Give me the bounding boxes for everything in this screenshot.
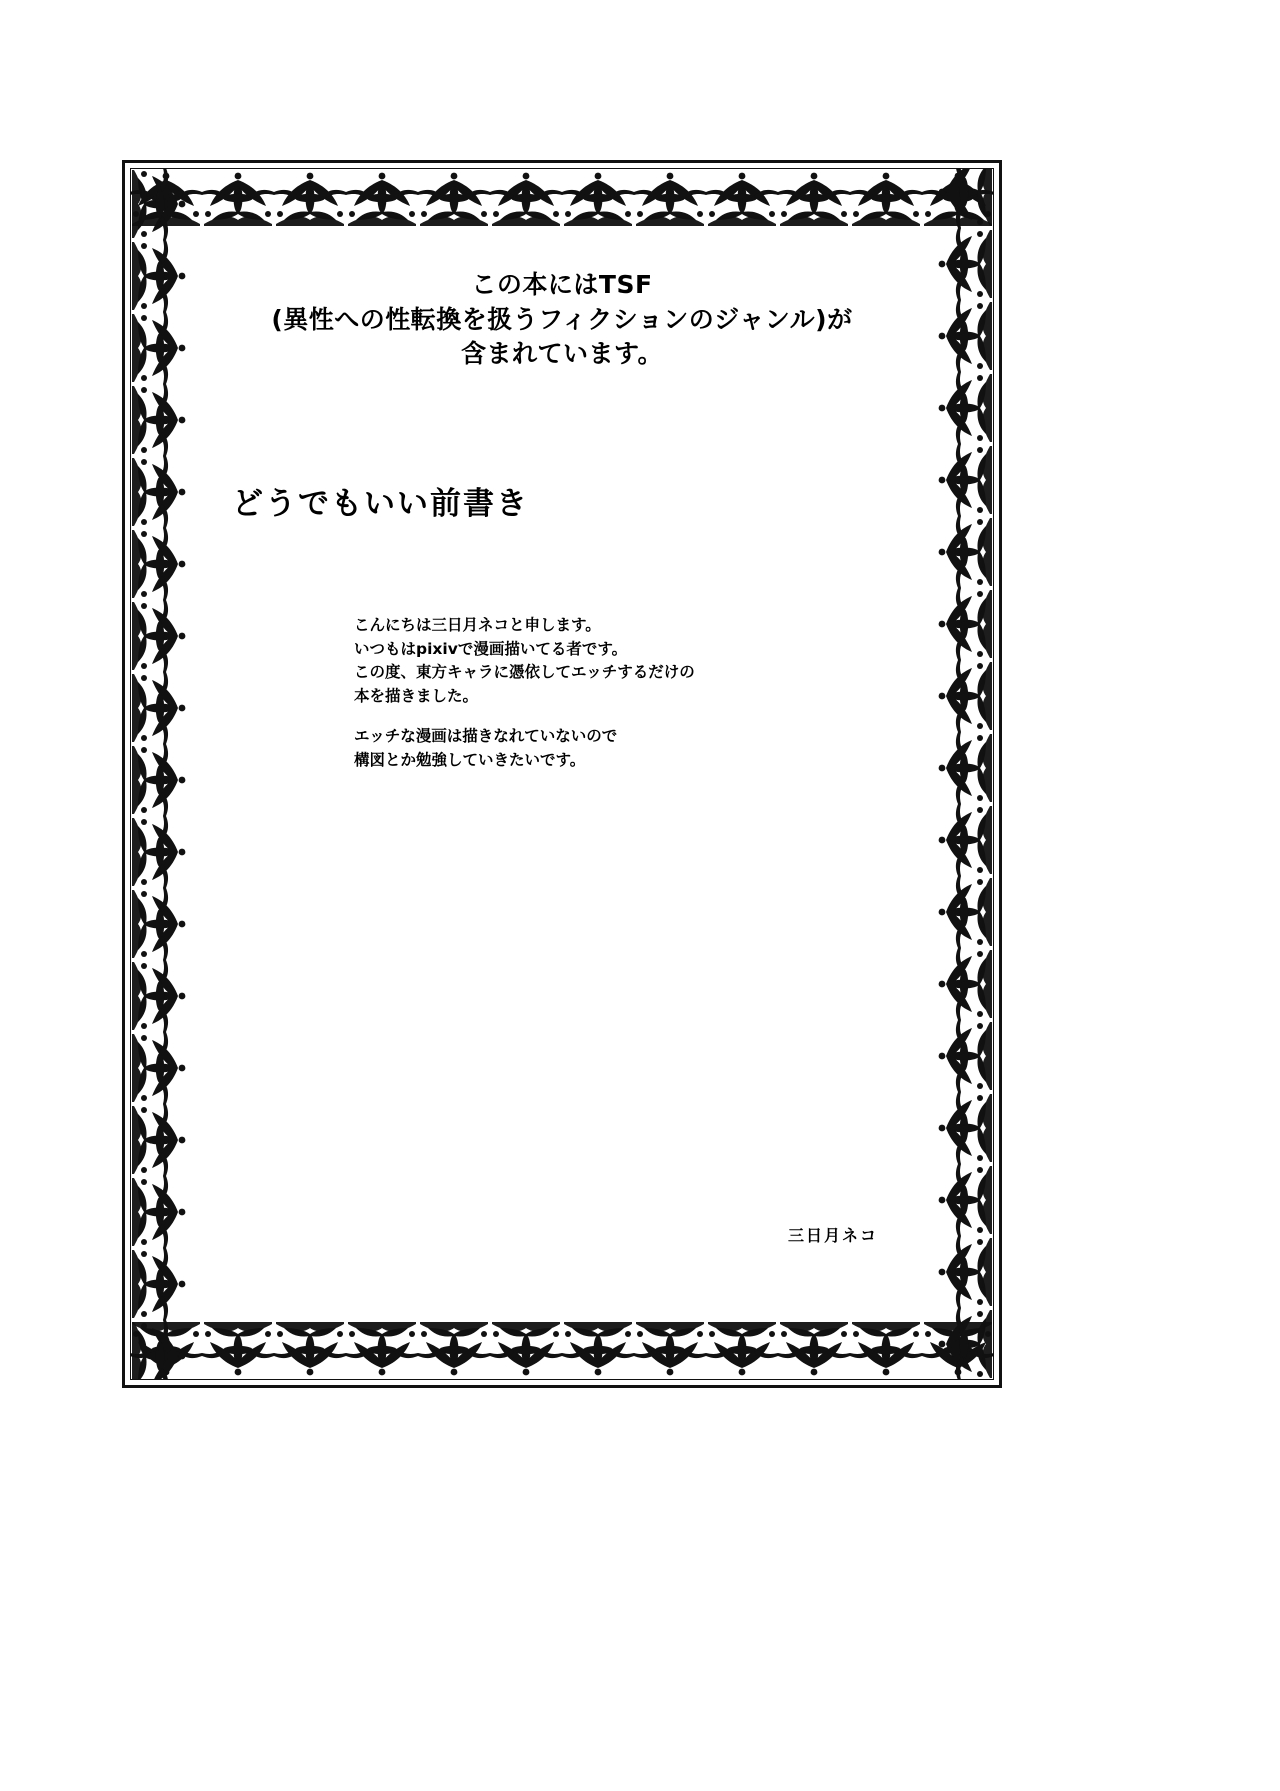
ornament-right <box>934 168 994 1380</box>
ornament-left <box>130 168 190 1380</box>
notice-line-1: この本にはTSF <box>471 270 653 299</box>
preface-line: 本を描きました。 <box>354 686 479 705</box>
preface-line: いつもはpixivで漫画描いてる者です。 <box>354 639 628 658</box>
preface-line: エッチな漫画は描きなれていないので <box>354 727 618 746</box>
preface-line: こんにちは三日月ネコと申します。 <box>354 616 601 634</box>
document-page <box>122 160 1002 1388</box>
preface-line: 構図とか勉強していきたいです。 <box>354 750 586 769</box>
preface-line: この度、東方キャラに憑依してエッチするだけの <box>354 663 695 682</box>
notice-line-3: 含まれています。 <box>460 339 663 368</box>
ornament-top <box>130 168 994 228</box>
notice-line-2: (異性への性転換を扱うフィクションのジャンル)が <box>271 304 853 334</box>
tsf-notice <box>202 268 922 372</box>
page-content <box>202 240 922 1308</box>
preface-body <box>354 614 695 772</box>
author-signature: 三日月ネコ <box>787 1226 878 1245</box>
paragraph-gap <box>354 708 695 725</box>
ornament-bottom <box>130 1320 994 1380</box>
page-title: どうでもいい前書き <box>232 486 529 522</box>
